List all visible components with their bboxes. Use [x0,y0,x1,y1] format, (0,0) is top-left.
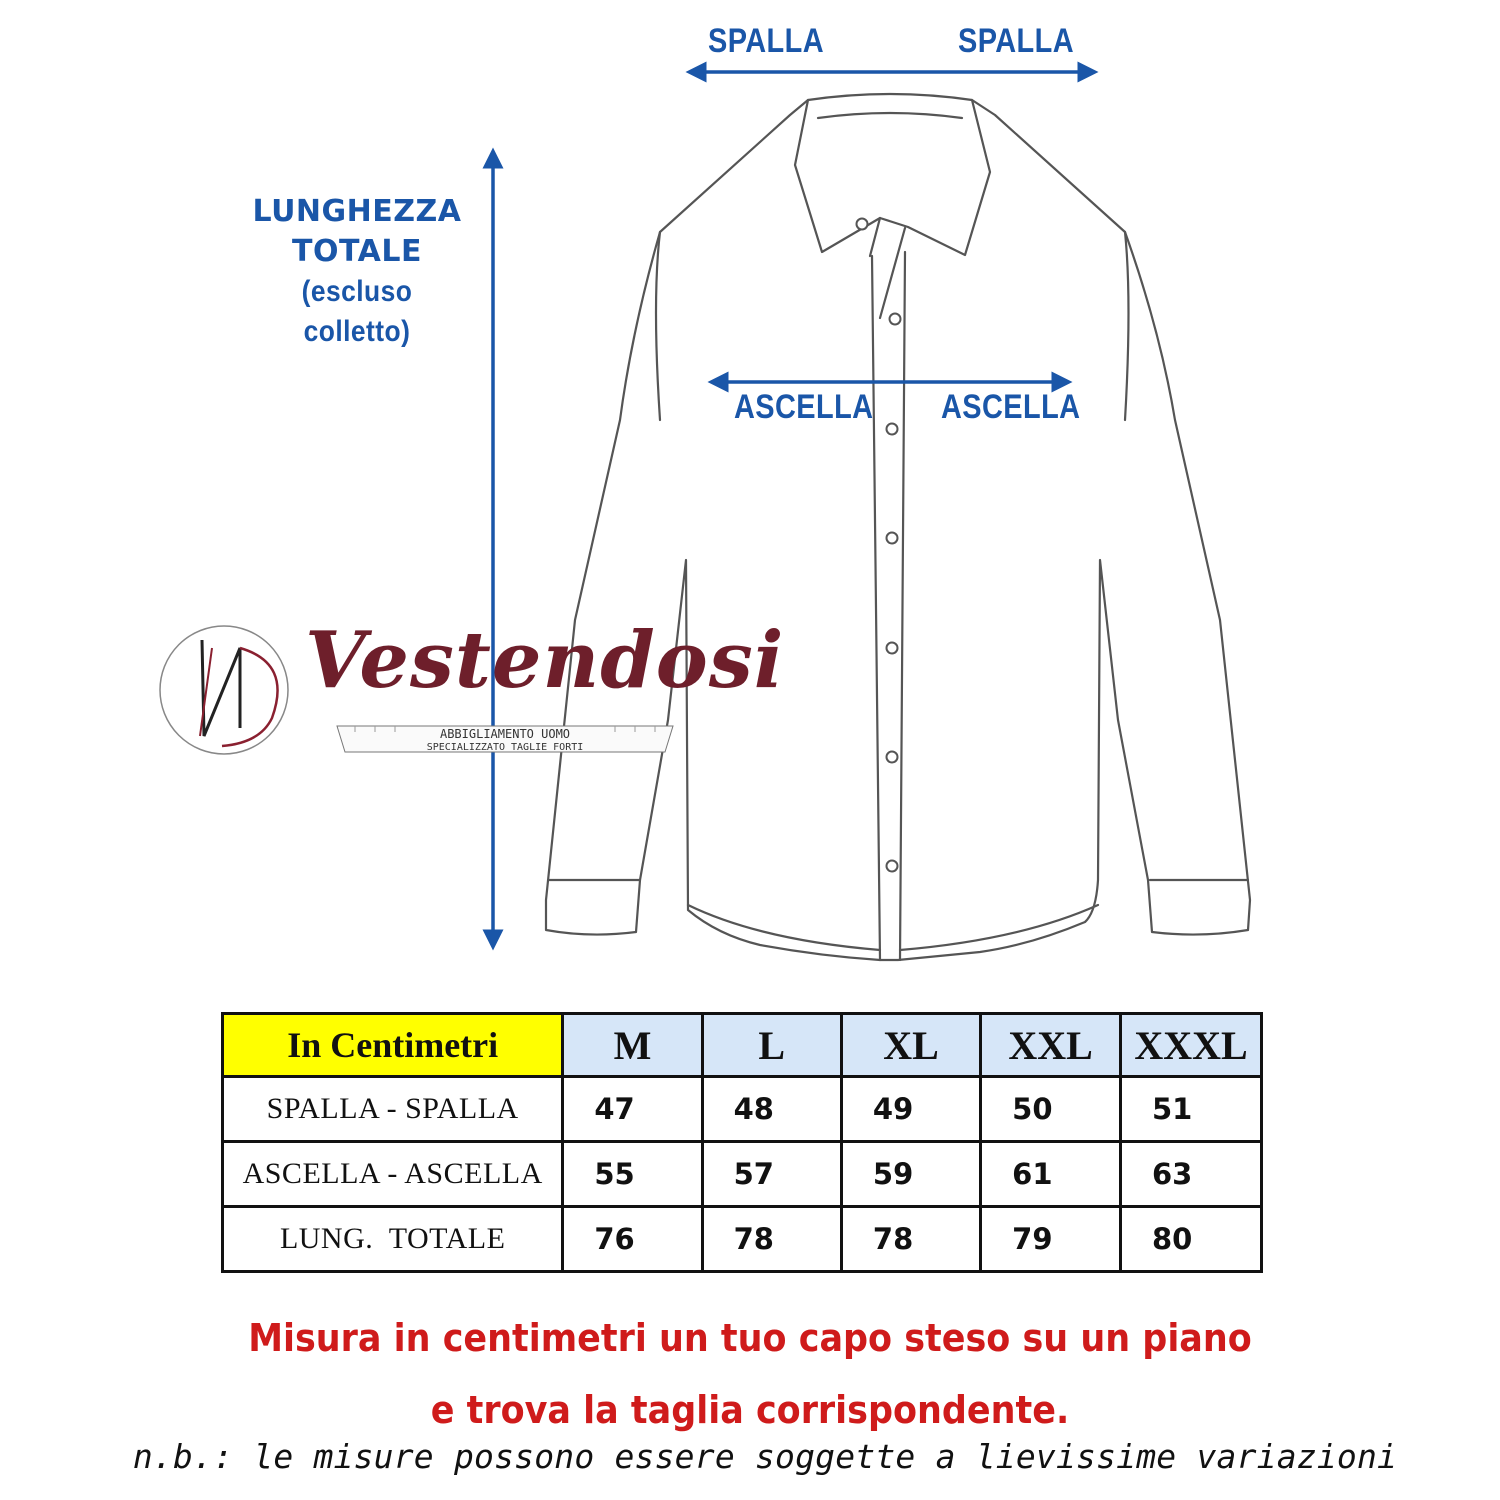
table-cell: 59 [841,1142,980,1207]
button [887,861,898,872]
logo-tape [335,722,675,756]
table-cell: 80 [1120,1207,1261,1272]
logo-emblem [152,618,302,758]
size-header: XL [841,1014,980,1077]
shoulder-label-right: SPALLA [958,22,1075,60]
instruction-line1: Misura in centimetri un tuo capo steso su un piano [248,1316,1252,1360]
row-label: LUNG. TOTALE [223,1207,563,1272]
button [887,752,898,763]
button [890,314,901,325]
length-label-line2: TOTALE [292,234,422,269]
table-cell: 78 [841,1207,980,1272]
size-table [221,1012,1263,1273]
table-cell: 78 [702,1207,841,1272]
button [887,424,898,435]
button [887,643,898,654]
size-header: XXXL [1120,1014,1261,1077]
length-label [232,192,482,352]
shoulder-label-left: SPALLA [708,22,825,60]
table-row [223,1142,1262,1207]
table-cell: 61 [981,1142,1121,1207]
button [887,533,898,544]
table-cell: 76 [563,1207,702,1272]
length-label-line3: (escluso colletto) [301,275,413,348]
table-corner-label: In Centimetri [223,1014,563,1077]
table-cell: 57 [702,1142,841,1207]
length-label-line1: LUNGHEZZA [252,194,462,229]
placket [872,256,880,960]
collar [795,100,990,255]
table-cell: 50 [981,1077,1121,1142]
table-cell: 48 [702,1077,841,1142]
size-header: XXL [981,1014,1121,1077]
armpit-label-right: ASCELLA [941,388,1081,426]
size-header: L [702,1014,841,1077]
table-cell: 55 [563,1142,702,1207]
table-cell: 49 [841,1077,980,1142]
table-header-row [223,1014,1262,1077]
row-label: ASCELLA - ASCELLA [223,1142,563,1207]
armpit-label-left: ASCELLA [734,388,874,426]
table-cell: 51 [1120,1077,1261,1142]
instruction-line2: e trova la taglia corrispondente. [430,1388,1070,1432]
button [857,219,868,230]
table-cell: 63 [1120,1142,1261,1207]
tape-line1: ABBIGLIAMENTO UOMO [439,727,571,741]
table-row [223,1077,1262,1142]
logo-brand: Vestendosi [305,615,785,706]
row-label: SPALLA - SPALLA [223,1077,563,1142]
table-cell: 47 [563,1077,702,1142]
table-row [223,1207,1262,1272]
size-header: M [563,1014,702,1077]
tape-line2: SPECIALIZZATO TAGLIE FORTI [426,742,584,753]
disclaimer: n.b.: le misure possono essere soggette a lievissime variazioni [132,1437,1398,1476]
table-cell: 79 [981,1207,1121,1272]
